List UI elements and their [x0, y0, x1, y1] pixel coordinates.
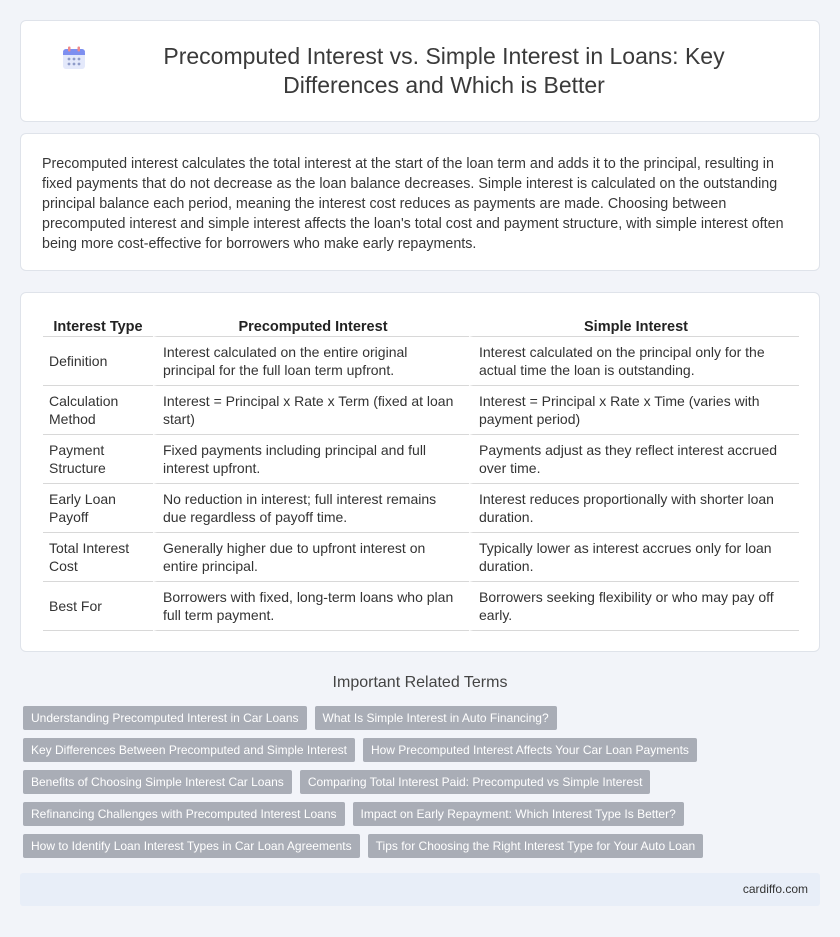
- title-card: [20, 20, 820, 122]
- row-label: Calculation Method: [43, 386, 153, 435]
- title-wrap: [21, 21, 819, 121]
- related-term-link[interactable]: Tips for Choosing the Right Interest Type for Your Auto Loan: [368, 834, 704, 858]
- precomputed-cell: No reduction in interest; full interest remains due regardless of payoff time.: [153, 484, 469, 533]
- footer: [20, 873, 820, 906]
- related-term-link[interactable]: How to Identify Loan Interest Types in Car Loan Agreements: [23, 834, 360, 858]
- related-term-link[interactable]: How Precomputed Interest Affects Your Car Loan Payments: [363, 738, 697, 762]
- calendar-icon: [61, 45, 87, 71]
- footer-site-link[interactable]: cardiffo.com: [742, 882, 808, 896]
- precomputed-cell: Fixed payments including principal and full interest upfront.: [153, 435, 469, 484]
- table-row: [43, 435, 799, 484]
- precomputed-cell: Borrowers with fixed, long-term loans who plan full term payment.: [153, 582, 469, 631]
- comparison-card: [20, 292, 820, 652]
- table-row: [43, 337, 799, 386]
- precomputed-cell: Interest = Principal x Rate x Term (fixed at loan start): [153, 386, 469, 435]
- table-row: [43, 484, 799, 533]
- tag-row: [23, 802, 813, 826]
- row-label: Payment Structure: [43, 435, 153, 484]
- tag-row: [23, 738, 813, 762]
- table-header-row: [43, 315, 799, 337]
- tag-row: [23, 834, 813, 858]
- simple-cell: Typically lower as interest accrues only for loan duration.: [469, 533, 799, 582]
- row-label: Total Interest Cost: [43, 533, 153, 582]
- table-row: [43, 533, 799, 582]
- header-interest-type: Interest Type: [43, 315, 153, 337]
- related-term-link[interactable]: Understanding Precomputed Interest in Car Loans: [23, 706, 307, 730]
- simple-cell: Interest reduces proportionally with shorter loan duration.: [469, 484, 799, 533]
- intro-card: [20, 133, 820, 271]
- related-terms-list: [23, 706, 813, 866]
- related-term-link[interactable]: Refinancing Challenges with Precomputed Interest Loans: [23, 802, 345, 826]
- tag-row: [23, 770, 813, 794]
- simple-cell: Borrowers seeking flexibility or who may pay off early.: [469, 582, 799, 631]
- header-precomputed: Precomputed Interest: [153, 315, 469, 337]
- related-term-link[interactable]: Key Differences Between Precomputed and Simple Interest: [23, 738, 355, 762]
- related-term-link[interactable]: Impact on Early Repayment: Which Interest Type Is Better?: [353, 802, 684, 826]
- intro-paragraph: Precomputed interest calculates the total interest at the start of the loan term and adds it to the principal, resulting in fixed payments that do not decrease as the loan balance decreases. Simple interest is calculated on the outstanding principal balance each period, meaning the interest cost reduces as payments are made. Choosing between precomputed interest and simple interest affects the loan's total cost and payment structure, with simple interest often being more cost-effective for borrowers who make early repayments.: [42, 156, 784, 252]
- simple-cell: Interest = Principal x Rate x Time (varies with payment period): [469, 386, 799, 435]
- precomputed-cell: Generally higher due to upfront interest on entire principal.: [153, 533, 469, 582]
- simple-cell: Interest calculated on the principal only for the actual time the loan is outstanding.: [469, 337, 799, 386]
- comparison-table: [43, 315, 799, 631]
- related-term-link[interactable]: Comparing Total Interest Paid: Precomputed vs Simple Interest: [300, 770, 651, 794]
- row-label: Early Loan Payoff: [43, 484, 153, 533]
- related-terms-title: Important Related Terms: [332, 674, 508, 691]
- simple-cell: Payments adjust as they reflect interest accrued over time.: [469, 435, 799, 484]
- page-title: Precomputed Interest vs. Simple Interest in Loans: Key Differences and Which is Better: [163, 43, 725, 98]
- header-simple: Simple Interest: [469, 315, 799, 337]
- table-row: [43, 582, 799, 631]
- table-row: [43, 386, 799, 435]
- row-label: Best For: [43, 582, 153, 631]
- tag-row: [23, 706, 813, 730]
- row-label: Definition: [43, 337, 153, 386]
- related-term-link[interactable]: What Is Simple Interest in Auto Financing?: [315, 706, 557, 730]
- related-term-link[interactable]: Benefits of Choosing Simple Interest Car Loans: [23, 770, 292, 794]
- precomputed-cell: Interest calculated on the entire original principal for the full loan term upfront.: [153, 337, 469, 386]
